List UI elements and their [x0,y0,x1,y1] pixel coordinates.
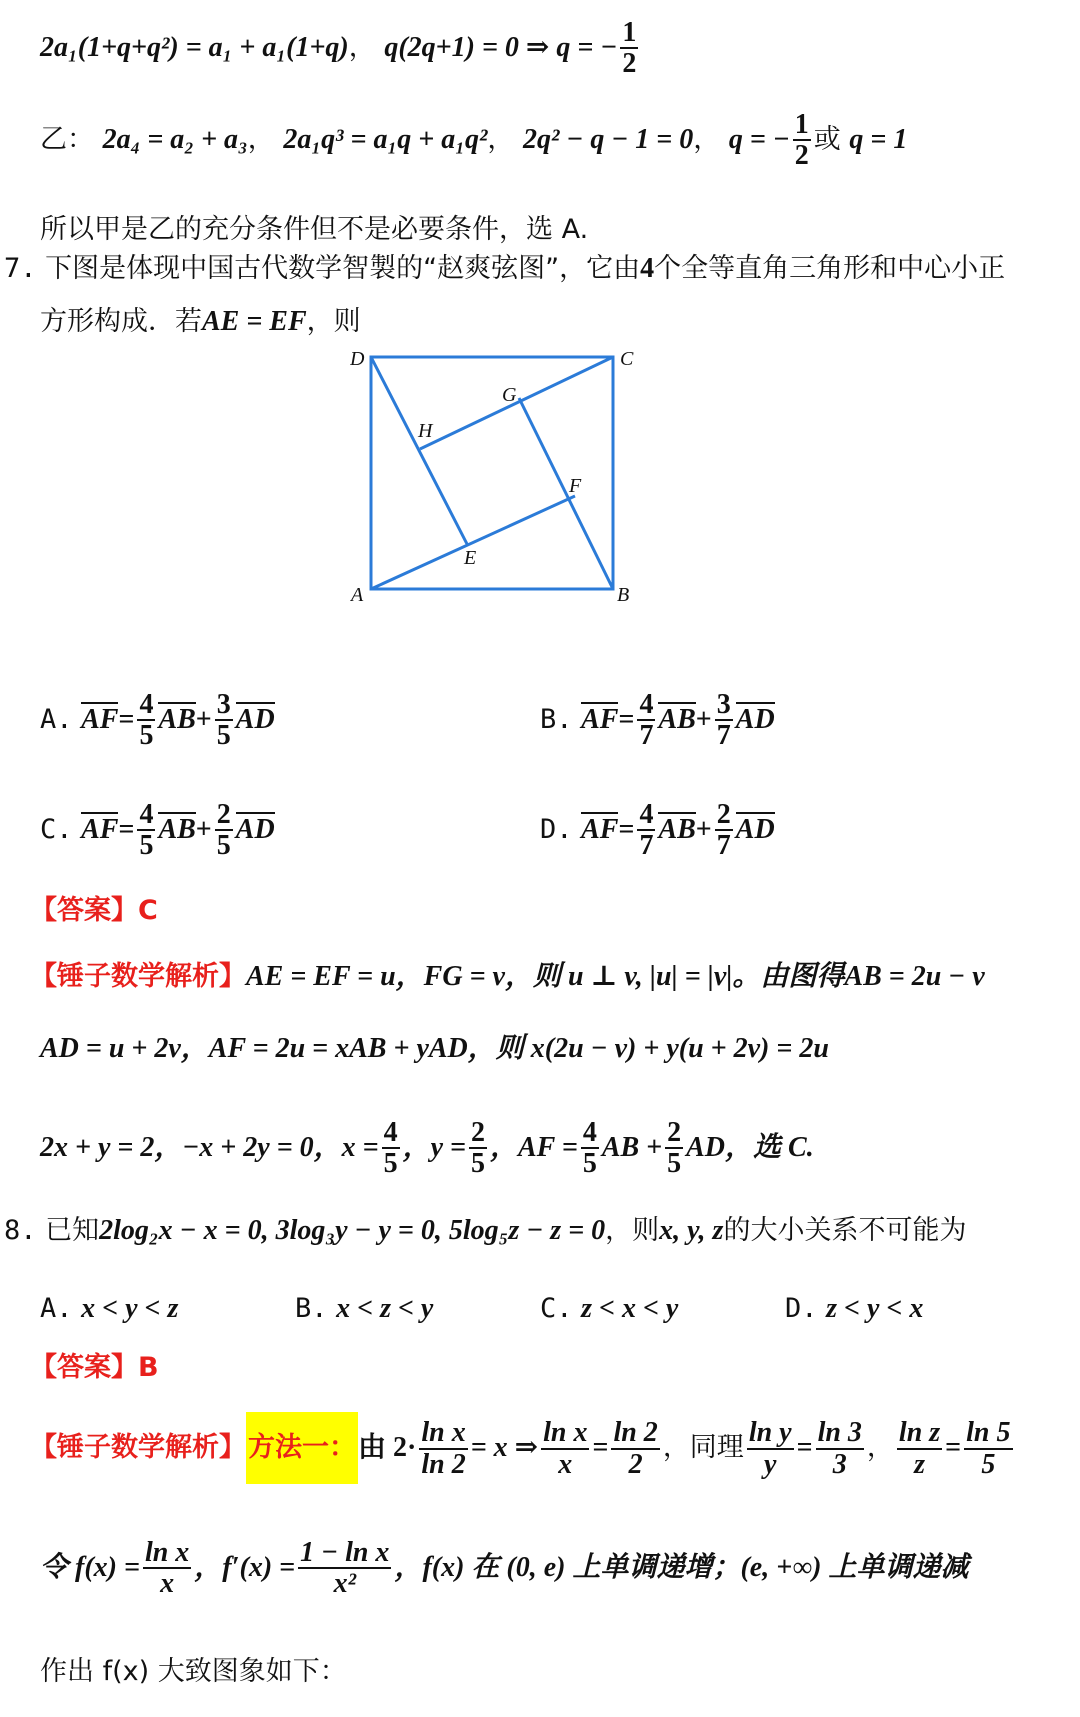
question-number: 8. [4,1215,37,1246]
option-b: B. AF= $\frac{4}{7}$ AB+ $\frac{3}{7}$ AD [540,689,775,752]
q8-analysis-line1: 【锤子数学解析】方法一：由 2· $\frac{\text{ln x}}{\ln 2}$ = x ⇒ $\frac{\text{ln x}}{x}$ = $\frac{\ln 2}{2}$ ，同理 $\frac{\text{ln y}}{y}$ = $\frac{\ln 3}{3}$ ， $\frac{\text{ln z}}{z}$ = $\frac{\ln 5}{5}$ [30,1412,1016,1490]
segment-AF [371,496,575,589]
q7-analysis-line3: 2x + y = 2，−x + 2y = 0，x = $\frac{4}{5}$ ，y = $\frac{2}{5}$ ，AF = $\frac{4}{5}$ AB + $\frac{2}{5}$ AD，选 C. [40,1117,814,1180]
equation: 2a₁(1+q+q²) = a₁ + a₁(1+q) [40,31,349,63]
label-F: F [569,475,582,497]
label-B: B [617,584,630,605]
outer-square [371,357,613,589]
conclusion-text: 所以甲是乙的充分条件但不是必要条件，选 A. [40,214,589,245]
label-G: G [502,384,517,406]
segment-DG [371,357,467,544]
fraction: $\frac{1}{2}$ [622,17,637,80]
q8-analysis-line2: 令 f(x) = $\frac{\text{ln x}}{x}$ ，f′(x) = $\frac{\text{1 − ln x}}{\text{x²}}$ ，f(x) 在 (0, e) 上单调递增；(e, +∞) 上单调递减 [40,1537,969,1600]
equation: q(2q+1) = 0 ⇒ q = − [384,31,618,63]
q7-stem-line1: 7. 下图是体现中国古代数学智製的“赵爽弦图”，它由4个全等直角三角形和中心小正 [4,253,1006,284]
line-2: 乙： 2a₄ = a₂ + a₃， 2a₁q³ = a₁q + a₁q²， 2q² − q − 1 = 0， q = − $\frac{1}{2}$ 或 q = 1 [40,109,908,172]
q8-answer: 【答案】B [30,1352,159,1383]
label-C: C [620,348,634,370]
label-H: H [418,420,433,442]
q8-option-b: B. x < z < y [295,1293,434,1324]
q8-option-a: A. x < y < z [40,1293,179,1324]
option-c: C. AF= $\frac{4}{5}$ AB+ $\frac{2}{5}$ AD [40,799,275,862]
q8-option-c: C. z < x < y [540,1293,679,1324]
q7-analysis-line1: 【锤子数学解析】AE = EF = u，FG = v，则 u ⊥ v, |u| = |v|。由图得AB = 2u − v [30,961,985,992]
segment-BH [519,398,613,589]
method-highlight: 方法一： [246,1412,358,1484]
q7-answer: 【答案】C [30,895,158,926]
label-E: E [464,547,477,569]
segment-CE [420,357,613,449]
option-a: A. AF= $\frac{4}{5}$ AB+ $\frac{3}{5}$ AD [40,689,275,752]
fraction: $\frac{1}{2}$ [794,109,809,172]
q8-option-d: D. z < y < x [785,1293,924,1324]
label-D: D [350,348,365,370]
option-d: D. AF= $\frac{4}{7}$ AB+ $\frac{2}{7}$ AD [540,799,775,862]
q7-stem-line2: 方形构成．若AE = EF，则 [40,306,361,337]
zhao-shuang-diagram [350,345,670,605]
line-1: 2a₁(1+q+q²) = a₁ + a₁(1+q)， q(2q+1) = 0 ⇒ q = − $\frac{1}{2}$ [40,17,637,80]
question-number: 7. [4,253,37,284]
label-A: A [351,584,364,605]
q8-analysis-line3: 作出 f(x) 大致图象如下： [40,1656,347,1687]
q8-stem: 8. 已知2log₂x − x = 0, 3log₃y − y = 0, 5log₅z − z = 0，则x, y, z的大小关系不可能为 [4,1215,967,1246]
q7-analysis-line2: AD = u + 2v，AF = 2u = xAB + yAD，则 x(2u − v) + y(u + 2v) = 2u [40,1033,829,1064]
